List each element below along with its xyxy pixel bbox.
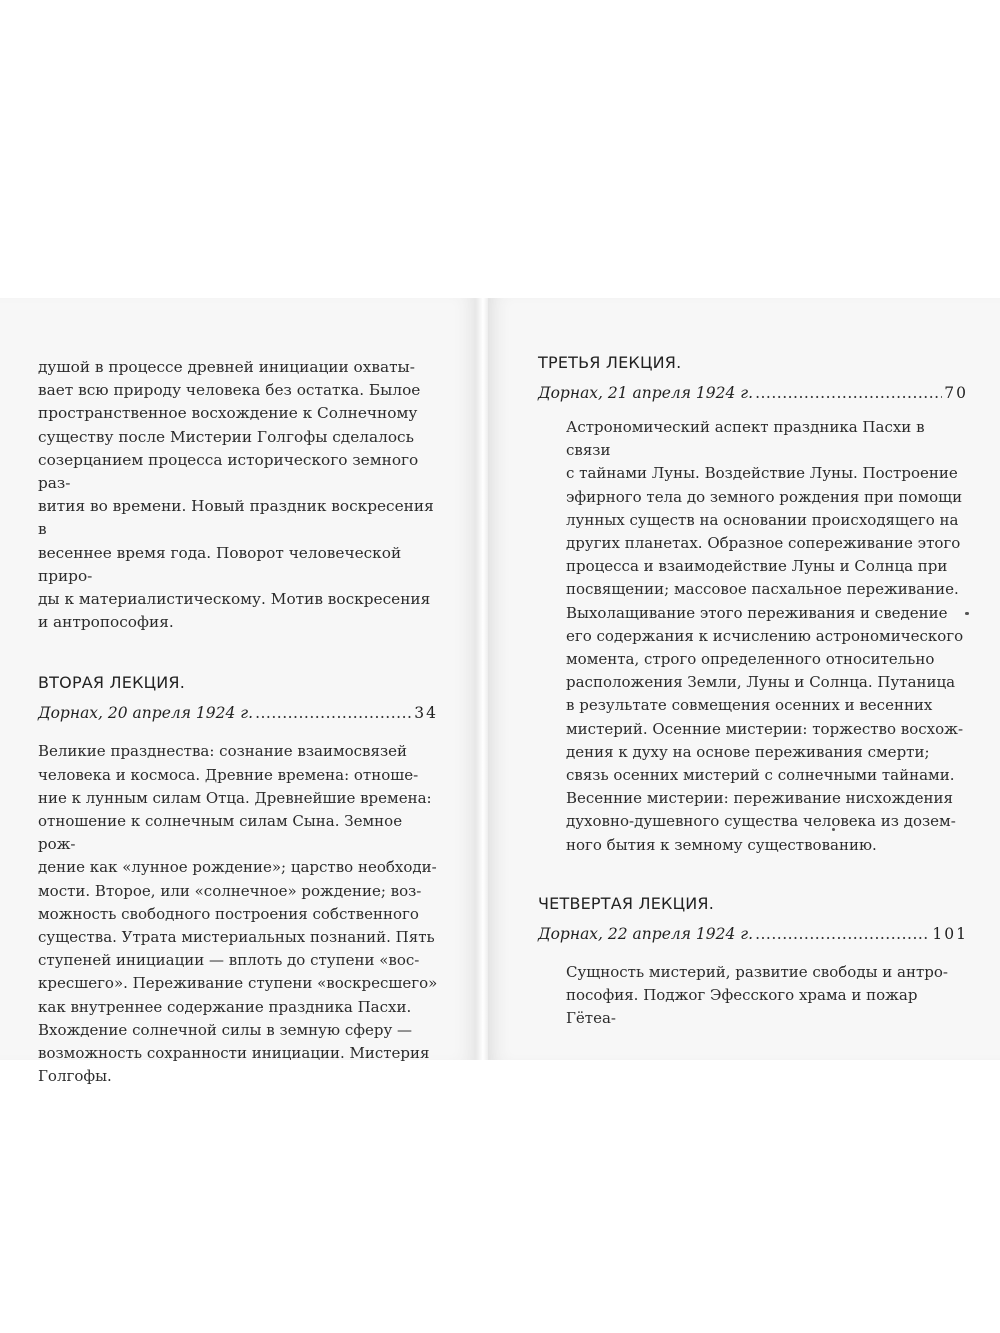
toc-line (538, 382, 968, 404)
lecture-heading: ЧЕТВЕРТАЯ ЛЕКЦИЯ. (538, 893, 715, 913)
lecture-heading: ТРЕТЬЯ ЛЕКЦИЯ. (538, 353, 682, 372)
place-date: Дорнах, 22 апреля 1924 г. (538, 924, 754, 943)
right-page-content (538, 352, 968, 1030)
page-number: 34 (414, 704, 438, 723)
page-number: 101 (932, 924, 968, 943)
toc-entry-fourth-lecture (538, 893, 968, 1031)
lecture-summary: Сущность мистерий, развитие свободы и антро- пософия. Поджог Эфесского храма и пожар Гётеа- (566, 962, 948, 1028)
toc-line (538, 923, 968, 945)
lecture-heading: ВТОРАЯ ЛЕКЦИЯ. (38, 673, 186, 693)
lecture-summary: Астрономический аспект праздника Пасхи в связи с тайнами Луны. Воздействие Луны. Построение эфирного тела до земного рождения при помощи лунных существ на основании происходящего на других планетах. Образное сопереживание этого процесса и взаимодействие Луны и Солнца при посвящении; массовое пасхальное переживание. Выхолащивание этого переживания и сведение его содержания к исчислению астрономического момента, строго определенного относительно расположения Земли, Луны и Солнца. Путаница в результате совмещения осенних и весенних мистерий. Осенние мистерии: торжество восхож- дения к духу на основе переживания смерти; связь осенних мистерий с солнечными тайнами. Весенние мистерии: переживание нисхождения духовно-душевного существа человека из дозем- ного бытия к земному существованию. (566, 418, 964, 854)
lecture-summary: Великие празднества: сознание взаимосвязей человека и космоса. Древние времена: отноше- ние к лунным силам Отца. Древнейшие времена: отношение к солнечным силам Сына. Земное рож- дение как «лунное рождение»; царство необходи- мости. Второе, или «солнечное» рождение; воз- можность свободного построения собственного существа. Утрата мистериальных познаний. Пять ступеней инициации — вплоть до ступени «вос- кресшего». Переживание ступени «воскресшего» как внутреннее содержание праздника Пасхи. Вхождение солнечной силы в земную сферу — возможность сохранности инициации. Мистерия Голгофы. (38, 742, 438, 1086)
page-number: 70 (944, 384, 968, 402)
toc-line (38, 702, 438, 724)
toc-entry-second-lecture (38, 672, 438, 1088)
continuation-paragraph: душой в процессе древней инициации охваты- вает всю природу человека без остатка. Былое пространственное восхождение к Солнечному существу после Мистерии Голгофы сделалось созерцанием процесса исторического земного раз- вития во времени. Новый праздник воскресения в весеннее время года. Поворот человеческой приро- ды к материалистическому. Мотив воскресения и антропософия. (38, 358, 434, 632)
place-date: Дорнах, 21 апреля 1924 г. (538, 384, 754, 402)
dot-leader (755, 923, 930, 945)
dot-leader (755, 382, 942, 404)
place-date: Дорнах, 20 апреля 1924 г. (38, 704, 254, 723)
dot-leader (255, 702, 412, 724)
toc-entry-third-lecture (538, 352, 968, 857)
left-page-content (38, 356, 438, 1088)
